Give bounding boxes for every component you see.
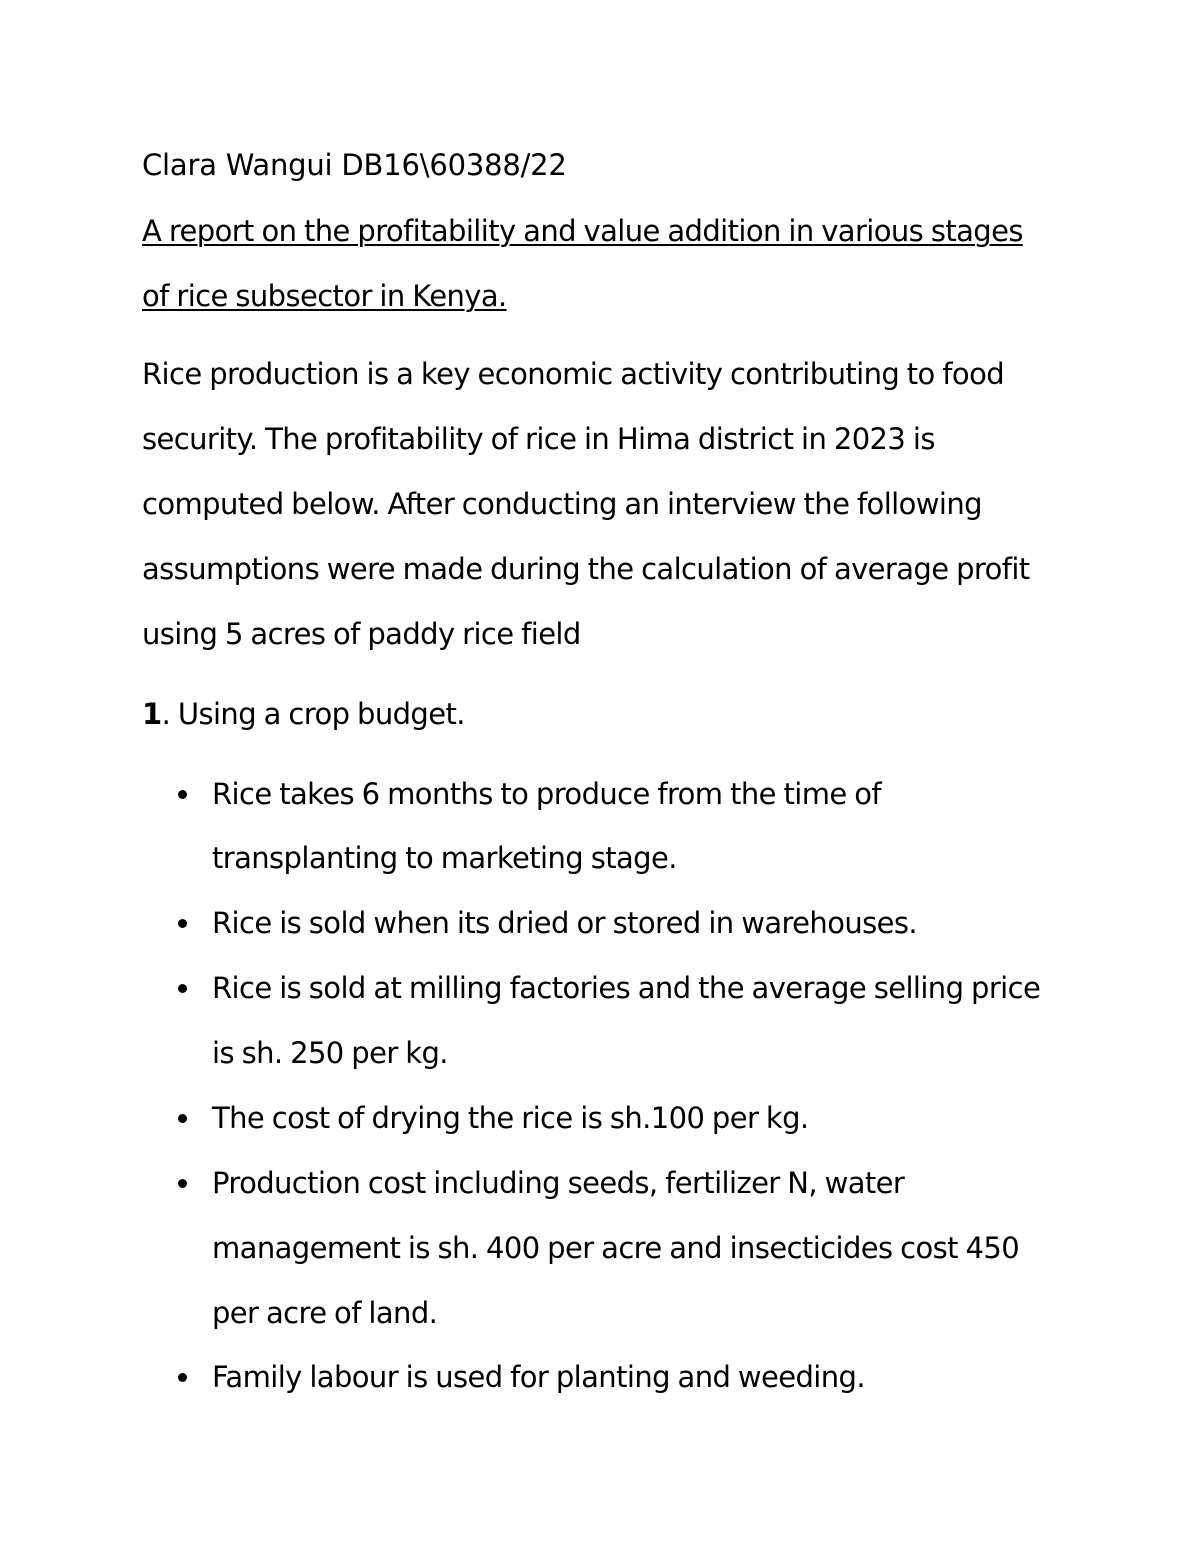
bullet-item-line: Family labour is used for planting and weeding.	[212, 1360, 865, 1394]
intro-line: security. The profitability of rice in Hima district in 2023 is	[142, 422, 935, 456]
intro-line: using 5 acres of paddy rice field	[142, 617, 581, 651]
bullet-dot-icon	[178, 1373, 187, 1382]
section-heading-text: . Using a crop budget.	[161, 697, 465, 731]
bullet-dot-icon	[178, 919, 187, 928]
bullet-dot-icon	[178, 1114, 187, 1123]
bullet-item-line: The cost of drying the rice is sh.100 per kg.	[212, 1101, 809, 1135]
bullet-item-line: Rice takes 6 months to produce from the time of	[212, 777, 881, 811]
intro-line: Rice production is a key economic activity contributing to food	[142, 357, 1005, 391]
bullet-dot-icon	[178, 790, 187, 799]
bullet-item-line: transplanting to marketing stage.	[212, 841, 677, 875]
bullet-item-line: Rice is sold when its dried or stored in warehouses.	[212, 906, 917, 940]
bullet-dot-icon	[178, 1179, 187, 1188]
bullet-item-line: per acre of land.	[212, 1296, 438, 1330]
report-title-line-2: of rice subsector in Kenya.	[142, 279, 507, 313]
bullet-item-line: Rice is sold at milling factories and the average selling price	[212, 971, 1041, 1005]
intro-line: assumptions were made during the calculation of average profit	[142, 552, 1030, 586]
section-heading	[142, 697, 465, 731]
bullet-item-line: is sh. 250 per kg.	[212, 1036, 448, 1070]
report-title-line-1: A report on the profitability and value addition in various stages	[142, 214, 1023, 248]
bullet-item-line: Production cost including seeds, fertilizer N, water	[212, 1166, 905, 1200]
bullet-dot-icon	[178, 984, 187, 993]
bullet-item-line: management is sh. 400 per acre and insecticides cost 450	[212, 1231, 1020, 1265]
intro-line: computed below. After conducting an interview the following	[142, 487, 982, 521]
section-number: 1	[142, 697, 162, 731]
author-line: Clara Wangui DB16\60388/22	[142, 148, 567, 182]
